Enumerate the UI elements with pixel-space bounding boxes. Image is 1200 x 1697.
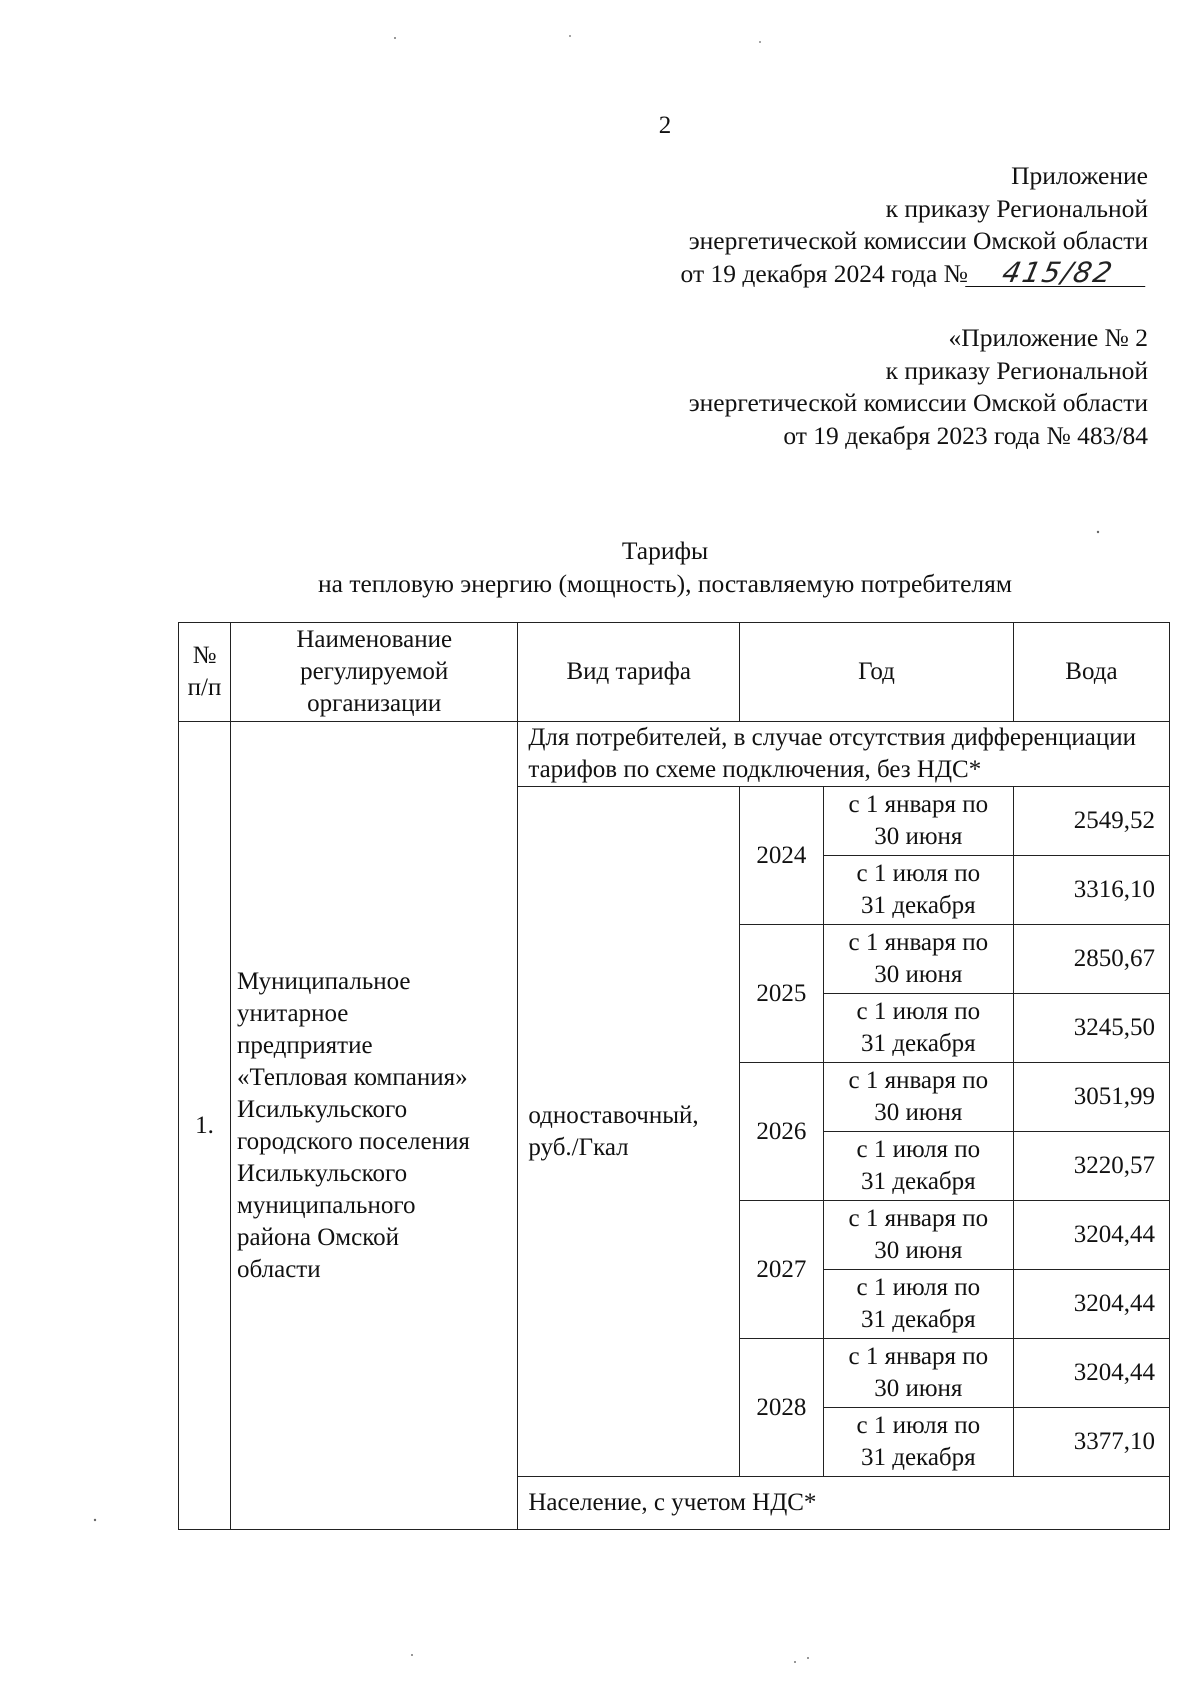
handwritten-order-number: 415/82 (965, 260, 1151, 287)
organization-line: муниципального (237, 1191, 416, 1219)
section-no-vat: Для потребителей, в случае отсутствия дифференциации тарифов по схеме подключения, без НДС* (518, 722, 1170, 787)
tariff-value: 3051,99 (1013, 1063, 1169, 1132)
period-second-half (823, 1408, 1013, 1477)
period-line: 31 декабря (860, 892, 976, 919)
year-cell: 2028 (740, 1339, 824, 1477)
period-second-half (823, 1132, 1013, 1201)
period-second-half (823, 856, 1013, 925)
header-tariff-type: Вид тарифа (518, 623, 740, 722)
period-first-half (823, 787, 1013, 856)
tariff-value: 3377,10 (1013, 1408, 1169, 1477)
year-cell: 2024 (740, 787, 824, 925)
table-header-row (179, 623, 1170, 722)
period-line: 31 декабря (860, 1306, 976, 1333)
organization-line: Исилькульского (237, 1159, 408, 1187)
page-number: 2 (658, 112, 672, 139)
period-line: с 1 июля по (856, 1412, 981, 1439)
tariff-value: 3245,50 (1013, 994, 1169, 1063)
appendix-previous-header (528, 322, 1148, 452)
period-line: с 1 июля по (856, 860, 981, 887)
period-line: с 1 января по (848, 929, 989, 956)
header-num: № п/п (179, 623, 231, 722)
tariff-value: 3204,44 (1013, 1339, 1169, 1408)
organization-line: района Омской (237, 1223, 399, 1251)
appendix-line: от 19 декабря 2023 года № 483/84 (783, 420, 1148, 450)
appendix-line: Приложение (1011, 161, 1148, 190)
period-line: с 1 июля по (856, 998, 981, 1025)
period-line: 30 июня (874, 823, 963, 850)
period-line: с 1 января по (848, 1067, 989, 1094)
period-line: 30 июня (874, 1099, 963, 1126)
period-line: 31 декабря (860, 1444, 976, 1471)
period-line: 31 декабря (860, 1030, 976, 1057)
header-organization: Наименование регулируемой организации (231, 623, 518, 722)
appendix-date-line (528, 255, 1148, 291)
period-line: 30 июня (874, 961, 963, 988)
tariff-value: 3220,57 (1013, 1132, 1169, 1201)
appendix-line: «Приложение № 2 (948, 323, 1148, 352)
year-cell: 2027 (740, 1201, 824, 1339)
section-population: Население, с учетом НДС* (518, 1477, 1170, 1530)
period-first-half (823, 1201, 1013, 1270)
tariff-type: одноставочный, руб./Гкал (518, 787, 740, 1477)
period-line: с 1 января по (848, 1205, 989, 1232)
organization-name (231, 722, 518, 1530)
organization-line: городского поселения (237, 1127, 470, 1155)
organization-line: Исилькульского (237, 1095, 408, 1123)
header-water: Вода (1013, 623, 1169, 722)
tariff-table (178, 622, 1170, 1530)
period-line: с 1 января по (848, 1343, 989, 1370)
organization-line: Муниципальное (237, 967, 411, 995)
document-subtitle: на тепловую энергию (мощность), поставляемую потребителям (317, 569, 1012, 598)
appendix-date-prefix: от 19 декабря 2024 года № (680, 258, 968, 288)
appendix-line: энергетической комиссии Омской области (688, 388, 1148, 417)
period-first-half (823, 925, 1013, 994)
document-title: Тарифы (621, 536, 709, 565)
organization-line: области (237, 1255, 321, 1283)
tariff-value: 2549,52 (1013, 787, 1169, 856)
tariff-value: 3316,10 (1013, 856, 1169, 925)
period-second-half (823, 994, 1013, 1063)
period-second-half (823, 1270, 1013, 1339)
organization-line: предприятие (237, 1031, 373, 1059)
row-number: 1. (179, 722, 231, 1530)
tariff-value: 3204,44 (1013, 1201, 1169, 1270)
organization-line: «Тепловая компания» (237, 1063, 468, 1091)
period-line: с 1 января по (848, 791, 989, 818)
appendix-current-header (528, 160, 1148, 290)
appendix-line: к приказу Региональной (885, 193, 1148, 223)
period-first-half (823, 1339, 1013, 1408)
organization-line: унитарное (237, 999, 349, 1027)
period-first-half (823, 1063, 1013, 1132)
period-line: с 1 июля по (856, 1274, 981, 1301)
period-line: 30 июня (874, 1375, 963, 1402)
year-cell: 2025 (740, 925, 824, 1063)
tariff-value: 2850,67 (1013, 925, 1169, 994)
period-line: 31 декабря (860, 1168, 976, 1195)
appendix-line: энергетической комиссии Омской области (688, 226, 1148, 255)
table-row (179, 722, 1170, 787)
tariff-value: 3204,44 (1013, 1270, 1169, 1339)
appendix-line: к приказу Региональной (885, 355, 1148, 385)
header-year: Год (740, 623, 1014, 722)
period-line: с 1 июля по (856, 1136, 981, 1163)
period-line: 30 июня (874, 1237, 963, 1264)
year-cell: 2026 (740, 1063, 824, 1201)
